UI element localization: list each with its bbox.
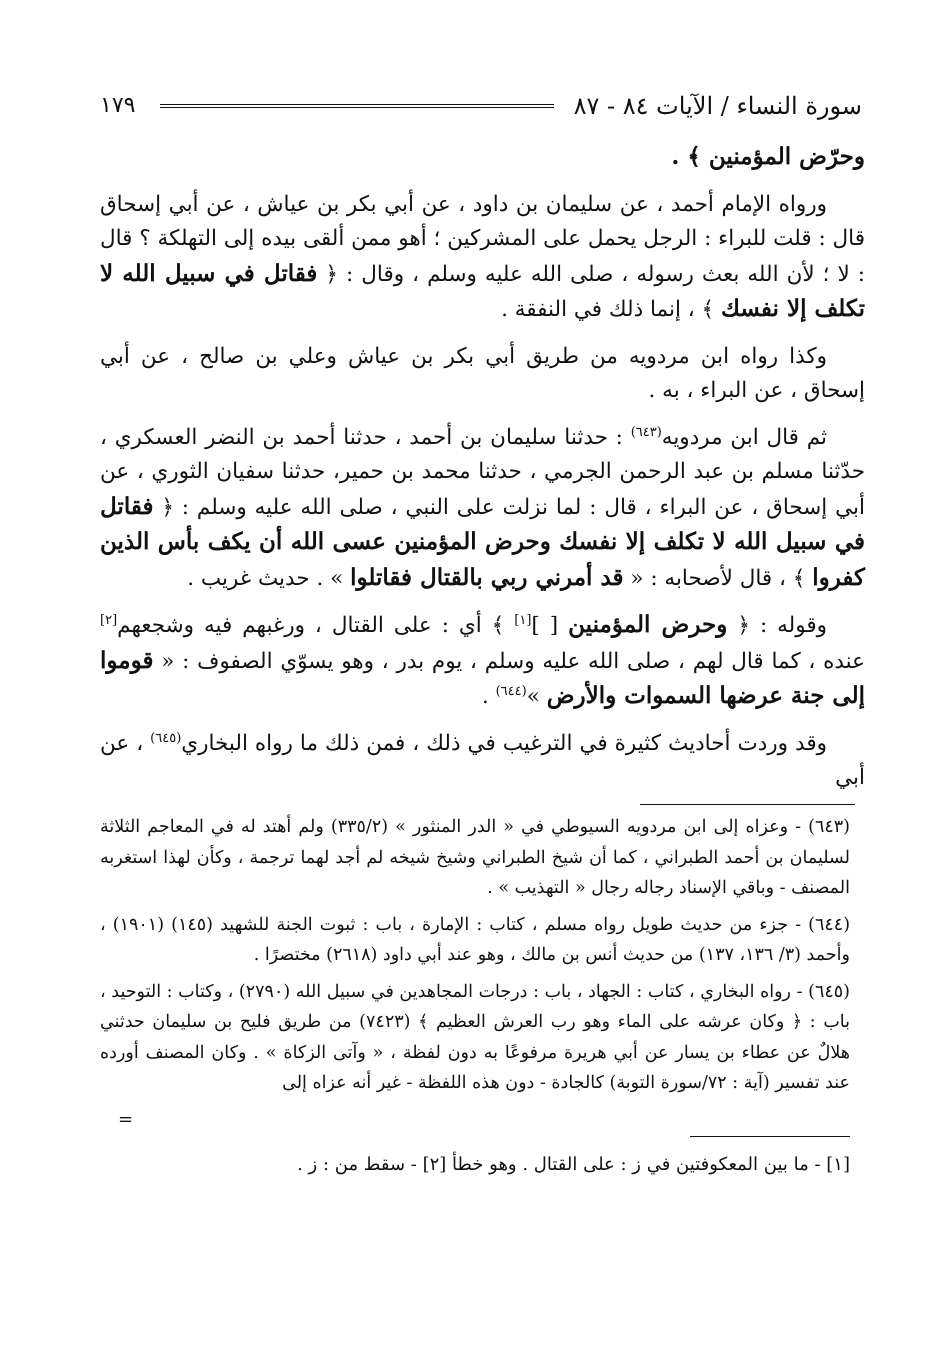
footnote-645: (٦٤٥) - رواه البخاري ، كتاب : الجهاد ، باب : درجات المجاهدين في سبيل الله (٢٧٩٠) ، وكتاب : التوحيد ، باب : ﴿ وكان عرشه على الماء وهو رب العرش العظيم ﴾ (٧٤٢٣) من طريق فليح بن سليمان حدثني هلالٌ عن عطاء بن يسار عن أبي هريرة مرفوعًا به دون لفظة ، « وآتى الزكاة » . وكان المصنف أورده عند تفسير (آية : ٧٢/سورة التوبة) كالجادة - دون هذه اللفظة - غير أنه عزاه إلى <box>100 981 851 1093</box>
verse-quote: وحرض المؤمنين <box>568 611 728 638</box>
p6-text-a: وقد وردت أحاديث كثيرة في الترغيب في ذلك ، فمن ذلك ما رواه البخاري <box>181 730 828 756</box>
footnote-643: (٦٤٣) - وعزاه إلى ابن مردويه السيوطي في « الدر المنثور » (٣٣٥/٢) ولم أهتد له في المعاجم الثلاثة لسليمان بن أحمد الطبراني ، كما أن شيخ الطبراني وشيخ شيخه لم أجد لهما ترجمة ، وكأن لهذا استغربه المصنف - وباقي الإسناد رجاله رجال « التهذيب » . <box>100 817 850 898</box>
hadith-quote: قوموا إلى جنة عرضها السموات والأرض <box>100 646 865 709</box>
footnote-ref-643: (٦٤٣) <box>630 424 662 440</box>
p5-text-b: ﴾ أي : على القتال ، ورغبهم فيه وشجعهم <box>117 613 515 638</box>
paragraph-1 <box>100 140 865 176</box>
editor-ref-2: [٢] <box>100 612 118 628</box>
p5-text-d: » <box>526 684 547 709</box>
verse-quote: فقاتل في سبيل الله لا تكلف إلا نفسك <box>100 259 865 322</box>
main-text <box>100 140 865 808</box>
editor-ref-1: [١] <box>514 612 532 628</box>
p5-text-c: عنده ، كما قال لهم ، صلى الله عليه وسلم ، يوم بدر ، وهو يسوّي الصفوف : « <box>161 648 865 674</box>
editor-note-text: [١] - ما بين المعكوفتين في ز : على القتال . وهو خطأ [٢] - سقط من : ز . <box>297 1154 850 1175</box>
running-title: سورة النساء / الآيات ٨٤ - ٨٧ <box>573 92 862 120</box>
paragraph-3 <box>100 340 865 409</box>
editor-notes-separator <box>690 1136 850 1137</box>
hadith-quote: قد أمرني ربي بالقتال فقاتلوا <box>350 563 624 591</box>
paragraph-5 <box>100 608 865 715</box>
p2-text-b: ﴾ ، إنما ذلك في النفقة . <box>501 297 715 322</box>
verse-quote: فقاتل في سبيل الله لا تكلف إلا نفسك وحرض المؤمنين عسى الله أن يكف بأس الذين كفروا <box>100 492 865 591</box>
p5-bracket: [ ] <box>531 613 569 638</box>
p2-text-a: ورواه الإمام أحمد ، عن سليمان بن داود ، عن أبي بكر بن عياش ، عن أبي إسحاق قال : قلت للبراء : الرجل يحمل على المشركين ؛ أهو ممن ألقى بيده إلى التهلكة ؟ قال : لا ؛ لأن الله بعث رسوله ، صلى الله عليه وسلم ، وقال : ﴿ <box>100 191 866 287</box>
p4-text-c: ﴾ ، قال لأصحابه : « <box>630 565 806 591</box>
p3-text: وكذا رواه ابن مردويه من طريق أبي بكر بن عياش وعلي بن صالح ، عن أبي إسحاق ، عن البراء ، به . <box>100 343 865 403</box>
p5-text-a: وقوله : ﴿ <box>737 613 828 638</box>
header-rule <box>160 104 554 108</box>
p5-text-e: . <box>481 684 496 709</box>
footnote-ref-645: (٦٤٥) <box>150 730 182 746</box>
p4-text-a: ثم قال ابن مردويه <box>661 424 827 450</box>
footnotes <box>100 812 850 1105</box>
paragraph-2 <box>100 188 865 328</box>
verse-fragment: وحرّض المؤمنين ﴾ . <box>671 143 865 170</box>
page-header <box>100 86 862 126</box>
page-number: ١٧٩ <box>100 93 136 118</box>
p4-text-b: : حدثنا سليمان بن أحمد ، حدثنا أحمد بن النضر العسكري ، حدّثنا مسلم بن عبد الرحمن الجرمي ، حدثنا محمد بن حمير، حدثنا سفيان الثوري ، عن أبي إسحاق ، عن البراء ، قال : لما نزلت على النبي ، صلى الله عليه وسلم : ﴿ <box>100 424 865 520</box>
paragraph-6 <box>100 727 865 796</box>
footnote-644: (٦٤٤) - جزء من حديث طويل رواه مسلم ، كتاب : الإمارة ، باب : ثبوت الجنة للشهيد (١٤٥) (١٩٠١) ، وأحمد (٣/ ١٣٦، ١٣٧) من حديث أنس بن مالك ، وهو عند أبي داود (٢٦١٨) مختصرًا . <box>100 914 851 965</box>
continuation-mark: = <box>118 1109 134 1130</box>
p6-text-b: ، عن أبي <box>100 730 865 790</box>
footnote-ref-644: (٦٤٤) <box>495 683 527 699</box>
editor-notes <box>100 1150 850 1180</box>
footnote-separator <box>640 804 855 805</box>
paragraph-4 <box>100 421 865 597</box>
p4-text-d: » . حديث غريب . <box>187 565 344 591</box>
